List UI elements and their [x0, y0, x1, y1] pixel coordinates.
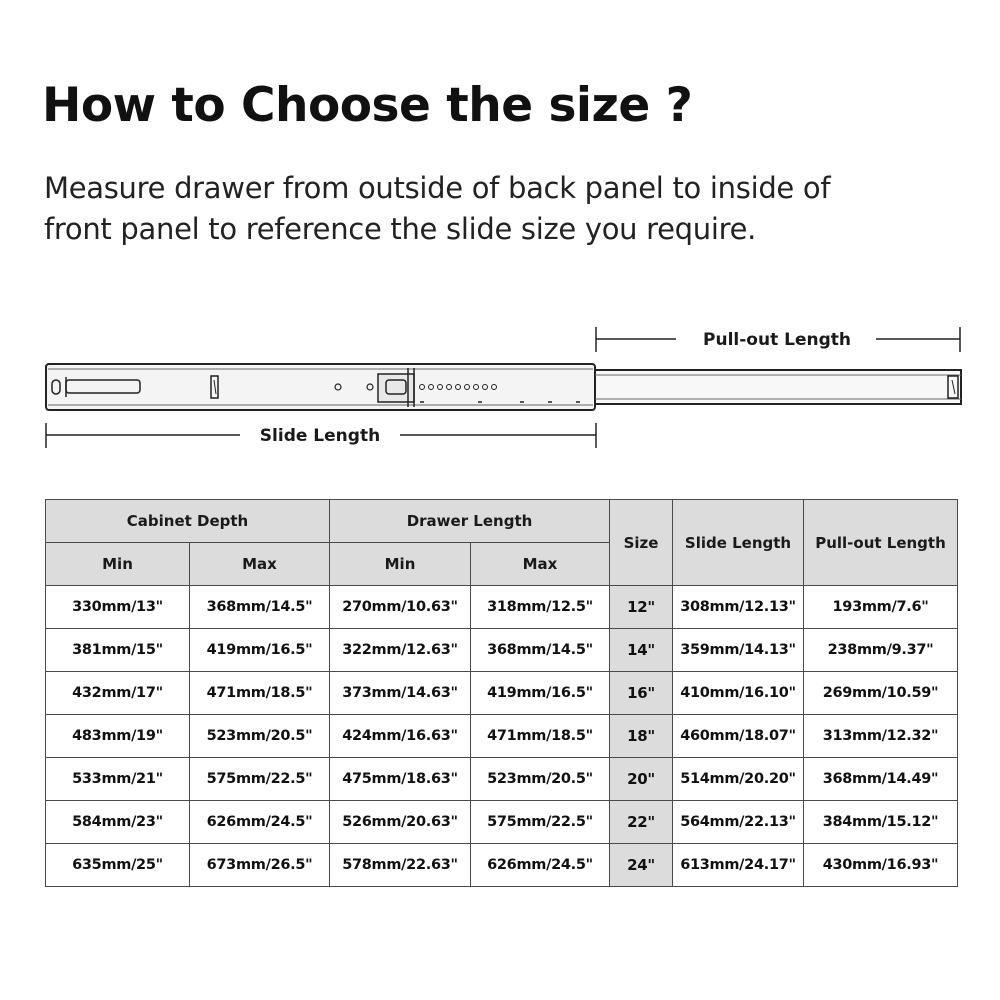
slide-length-cell: 613mm/24.17" [673, 844, 804, 887]
table-row [46, 586, 958, 629]
cabinet-max-cell: 523mm/20.5" [190, 715, 330, 758]
size-cell: 24" [610, 844, 673, 887]
cabinet-min-cell: 533mm/21" [46, 758, 190, 801]
header-slide-length: Slide Length [673, 500, 804, 586]
cabinet-max-cell: 471mm/18.5" [190, 672, 330, 715]
table-row [46, 672, 958, 715]
size-cell: 14" [610, 629, 673, 672]
drawer-max-cell: 419mm/16.5" [471, 672, 610, 715]
size-cell: 16" [610, 672, 673, 715]
header-pull-out-length: Pull-out Length [804, 500, 958, 586]
header-cabinet-max: Max [190, 543, 330, 586]
slide-length-cell: 410mm/16.10" [673, 672, 804, 715]
size-cell: 22" [610, 801, 673, 844]
cabinet-max-cell: 419mm/16.5" [190, 629, 330, 672]
page-title: How to Choose the size ? [42, 78, 693, 133]
cabinet-min-cell: 432mm/17" [46, 672, 190, 715]
drawer-min-cell: 578mm/22.63" [330, 844, 471, 887]
pull-out-length-cell: 430mm/16.93" [804, 844, 958, 887]
size-cell: 12" [610, 586, 673, 629]
drawer-slide-diagram [0, 320, 1000, 460]
cabinet-max-cell: 368mm/14.5" [190, 586, 330, 629]
drawer-min-cell: 373mm/14.63" [330, 672, 471, 715]
table-row [46, 758, 958, 801]
slide-length-cell: 460mm/18.07" [673, 715, 804, 758]
drawer-max-cell: 523mm/20.5" [471, 758, 610, 801]
size-cell: 18" [610, 715, 673, 758]
slide-length-cell: 564mm/22.13" [673, 801, 804, 844]
pull-out-length-cell: 269mm/10.59" [804, 672, 958, 715]
drawer-min-cell: 424mm/16.63" [330, 715, 471, 758]
instruction-line-1: Measure drawer from outside of back panel to inside of [44, 171, 831, 205]
header-size: Size [610, 500, 673, 586]
header-cabinet-min: Min [46, 543, 190, 586]
drawer-max-cell: 368mm/14.5" [471, 629, 610, 672]
pull-out-length-cell: 238mm/9.37" [804, 629, 958, 672]
pull-out-length-cell: 368mm/14.49" [804, 758, 958, 801]
slide-length-cell: 514mm/20.20" [673, 758, 804, 801]
cabinet-min-cell: 381mm/15" [46, 629, 190, 672]
table-row [46, 629, 958, 672]
slide-length-cell: 308mm/12.13" [673, 586, 804, 629]
slide-length-cell: 359mm/14.13" [673, 629, 804, 672]
slide-length-dimension [46, 423, 596, 448]
drawer-min-cell: 526mm/20.63" [330, 801, 471, 844]
size-cell: 20" [610, 758, 673, 801]
header-cabinet-depth: Cabinet Depth [46, 500, 330, 543]
header-drawer-length: Drawer Length [330, 500, 610, 543]
drawer-min-cell: 270mm/10.63" [330, 586, 471, 629]
pull-out-length-cell: 193mm/7.6" [804, 586, 958, 629]
drawer-max-cell: 471mm/18.5" [471, 715, 610, 758]
table-row [46, 801, 958, 844]
drawer-max-cell: 318mm/12.5" [471, 586, 610, 629]
cabinet-max-cell: 673mm/26.5" [190, 844, 330, 887]
table-row [46, 715, 958, 758]
table-row [46, 844, 958, 887]
instruction-line-2: front panel to reference the slide size you require. [44, 212, 757, 246]
cabinet-min-cell: 330mm/13" [46, 586, 190, 629]
cabinet-min-cell: 584mm/23" [46, 801, 190, 844]
instruction-text [44, 168, 964, 250]
header-drawer-max: Max [471, 543, 610, 586]
pull-out-length-dimension [596, 327, 960, 352]
pull-out-length-label: Pull-out Length [703, 330, 851, 350]
drawer-min-cell: 322mm/12.63" [330, 629, 471, 672]
slide-rail-illustration [46, 364, 961, 410]
table-header-row [46, 500, 958, 543]
cabinet-max-cell: 626mm/24.5" [190, 801, 330, 844]
pull-out-length-cell: 384mm/15.12" [804, 801, 958, 844]
drawer-min-cell: 475mm/18.63" [330, 758, 471, 801]
drawer-max-cell: 626mm/24.5" [471, 844, 610, 887]
slide-length-label: Slide Length [259, 426, 381, 446]
size-chart-table [45, 499, 958, 887]
cabinet-min-cell: 635mm/25" [46, 844, 190, 887]
pull-out-length-cell: 313mm/12.32" [804, 715, 958, 758]
cabinet-min-cell: 483mm/19" [46, 715, 190, 758]
cabinet-max-cell: 575mm/22.5" [190, 758, 330, 801]
drawer-max-cell: 575mm/22.5" [471, 801, 610, 844]
header-drawer-min: Min [330, 543, 471, 586]
